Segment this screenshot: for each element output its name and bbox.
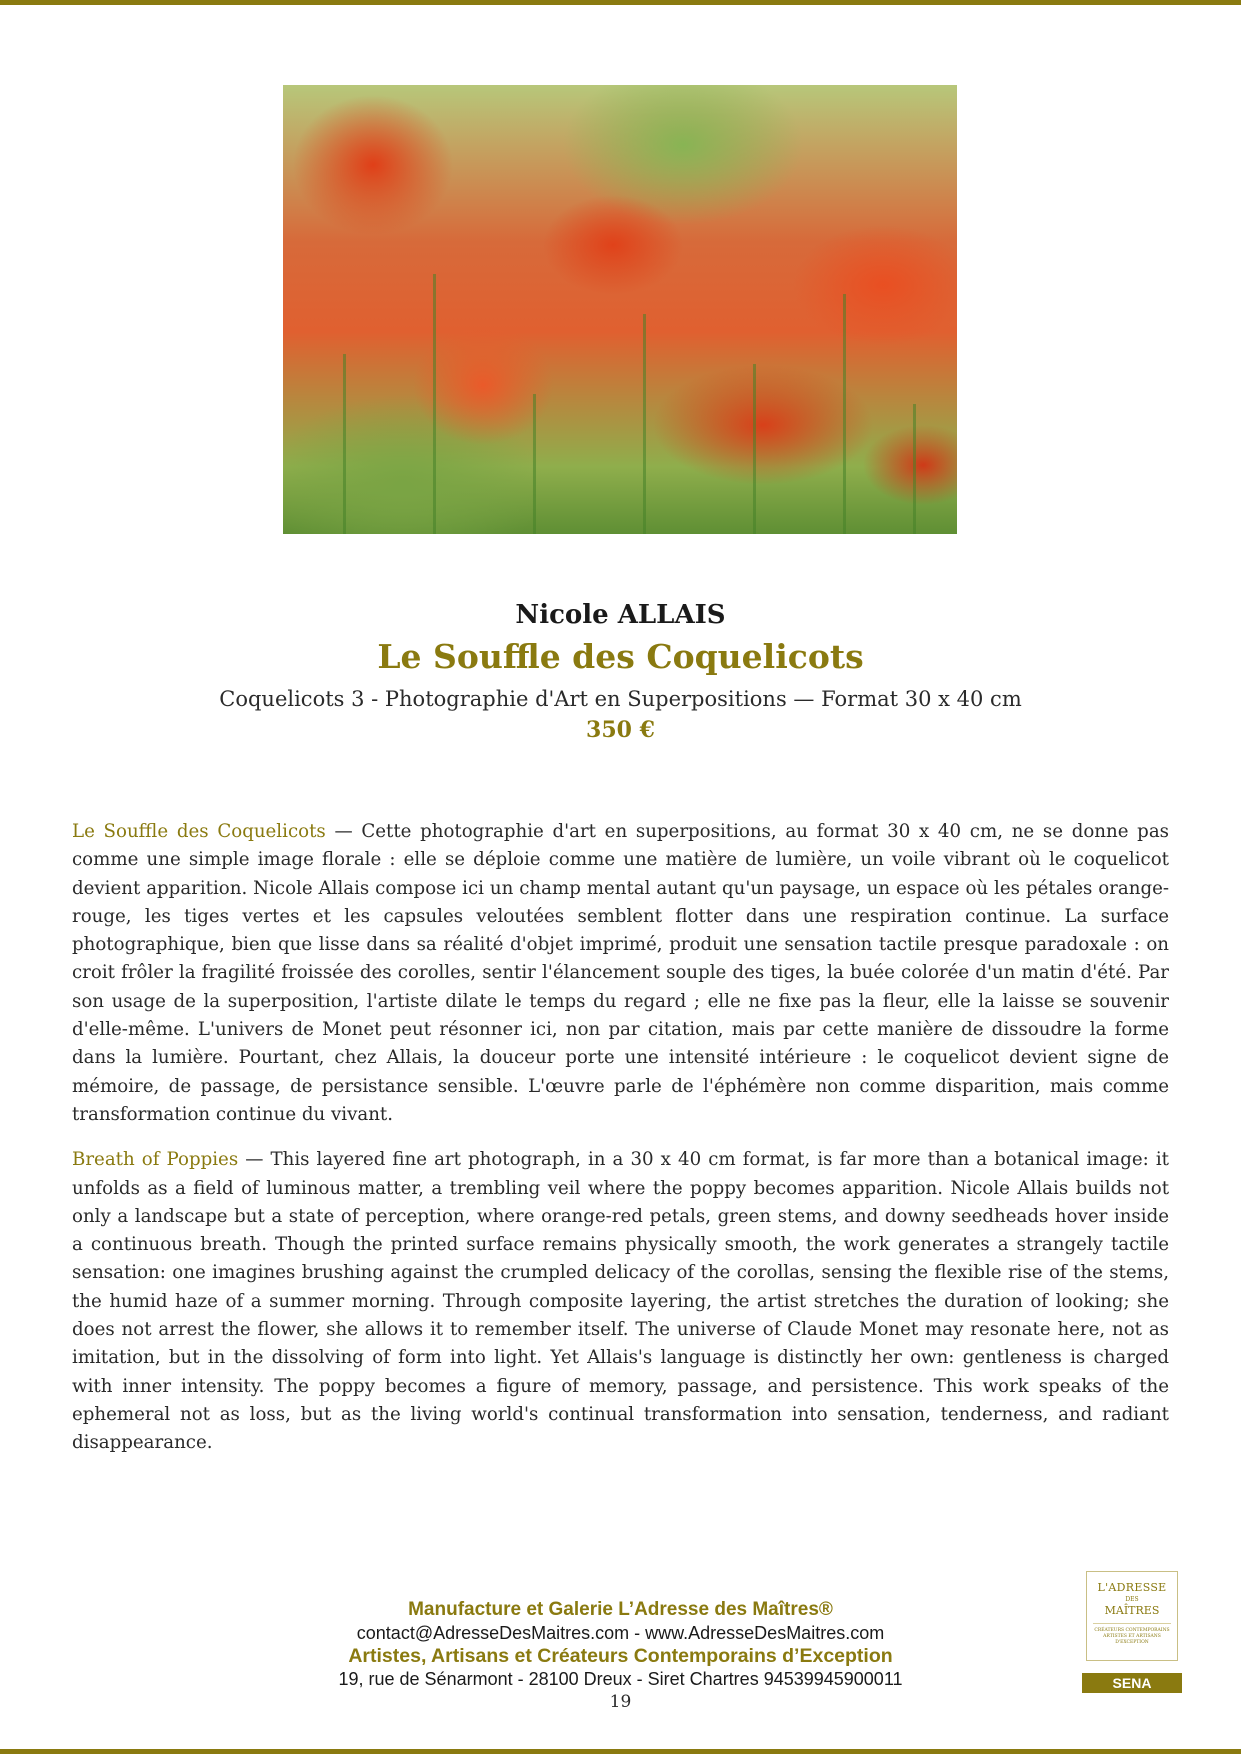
artwork-header [0,596,1241,746]
gallery-logo [1086,1571,1178,1661]
logo-line-3: MAÎTRES [1104,1604,1160,1617]
description [72,818,1169,1475]
description-en [72,1146,1169,1457]
description-en-text: — This layered fine art photograph, in a 30 x 40 cm format, is far more than a botanical image: it unfolds as a field of luminous matter, a trembling veil where the poppy becomes apparition. Nicole Allais builds not only a landscape but a state of perception, where orange-red petals, green stems, and downy seedheads hover inside a continuous breath. Though the printed surface remains physically smooth, the work generates a strangely tactile sensation: one imagines brushing against the crumpled delicacy of the corollas, sensing the flexible rise of the stems, the humid haze of a summer morning. Through composite layering, the artist stretches the duration of looking; she does not arrest the flower, she allows it to remember itself. The universe of Claude Monet may resonate here, not as imitation, but in the dissolving of form into light. Yet Allais's language is distinctly her own: gentleness is charged with inner intensity. The poppy becomes a figure of memory, passage, and persistence. This work speaks of the ephemeral not as loss, but as the living world's continual transformation into sensation, tenderness, and radiant disappearance. [72,1149,1169,1454]
artwork-price: 350 € [586,717,655,743]
stem-decoration [913,404,916,534]
sena-badge: SENA [1082,1673,1182,1693]
logo-line-4: CRÉATEURS CONTEMPORAINS ARTISTES ET ARTISANS D'EXCEPTION [1093,1623,1171,1646]
footer-gallery-name: Manufacture et Galerie L’Adresse des Maîtres® [408,1599,833,1620]
stem-decoration [643,314,646,534]
footer-contact: contact@AdresseDesMaitres.com - www.AdresseDesMaitres.com [356,1623,885,1643]
footer-tagline: Artistes, Artisans et Créateurs Contemporains d’Exception [348,1645,893,1667]
stem-decoration [533,394,536,534]
bottom-rule [0,1749,1241,1754]
stem-decoration [433,274,436,534]
page-number: 19 [609,1692,632,1712]
logo-line-1: L'ADRESSE [1097,1581,1167,1594]
artist-name: Nicole ALLAIS [515,600,726,630]
stem-decoration [843,294,846,534]
artwork-title: Le Souffle des Coquelicots [377,637,864,676]
footer-address: 19, rue de Sénarmont - 28100 Dreux - Siret Chartres 94539945900011 [338,1669,903,1689]
artwork-subtitle: Coquelicots 3 - Photographie d'Art en Superpositions — Format 30 x 40 cm [219,687,1022,711]
footer [0,1598,1241,1690]
stem-decoration [753,364,756,534]
artwork-image [283,85,957,534]
logo-line-2: DES [1125,1596,1139,1603]
top-rule [0,0,1241,5]
description-fr-text: — Cette photographie d'art en superpositions, au format 30 x 40 cm, ne se donne pas comme une simple image florale : elle se déploie comme une matière de lumière, un voile vibrant où le coquelicot devient apparition. Nicole Allais compose ici un champ mental autant qu'un paysage, un espace où les pétales orange-rouge, les tiges vertes et les capsules veloutées semblent flotter dans une respiration continue. La surface photographique, bien que lisse dans sa réalité d'objet imprimé, produit une sensation tactile presque paradoxale : on croit frôler la fragilité froissée des corolles, sentir l'élancement souple des tiges, la buée colorée d'un matin d'été. Par son usage de la superposition, l'artiste dilate le temps du regard ; elle ne fixe pas la fleur, elle la laisse se souvenir d'elle-même. L'univers de Monet peut résonner ici, non par citation, mais par cette manière de dissoudre la forme dans la lumière. Pourtant, chez Allais, la douceur porte une intensité intérieure : le coquelicot devient signe de mémoire, de passage, de persistance sensible. L'œuvre parle de l'éphémère non comme disparition, mais comme transformation continue du vivant. [72,821,1169,1125]
description-fr [72,818,1169,1129]
description-en-lead: Breath of Poppies [72,1149,239,1171]
stem-decoration [343,354,346,534]
description-fr-lead: Le Souffle des Coquelicots [72,821,326,842]
